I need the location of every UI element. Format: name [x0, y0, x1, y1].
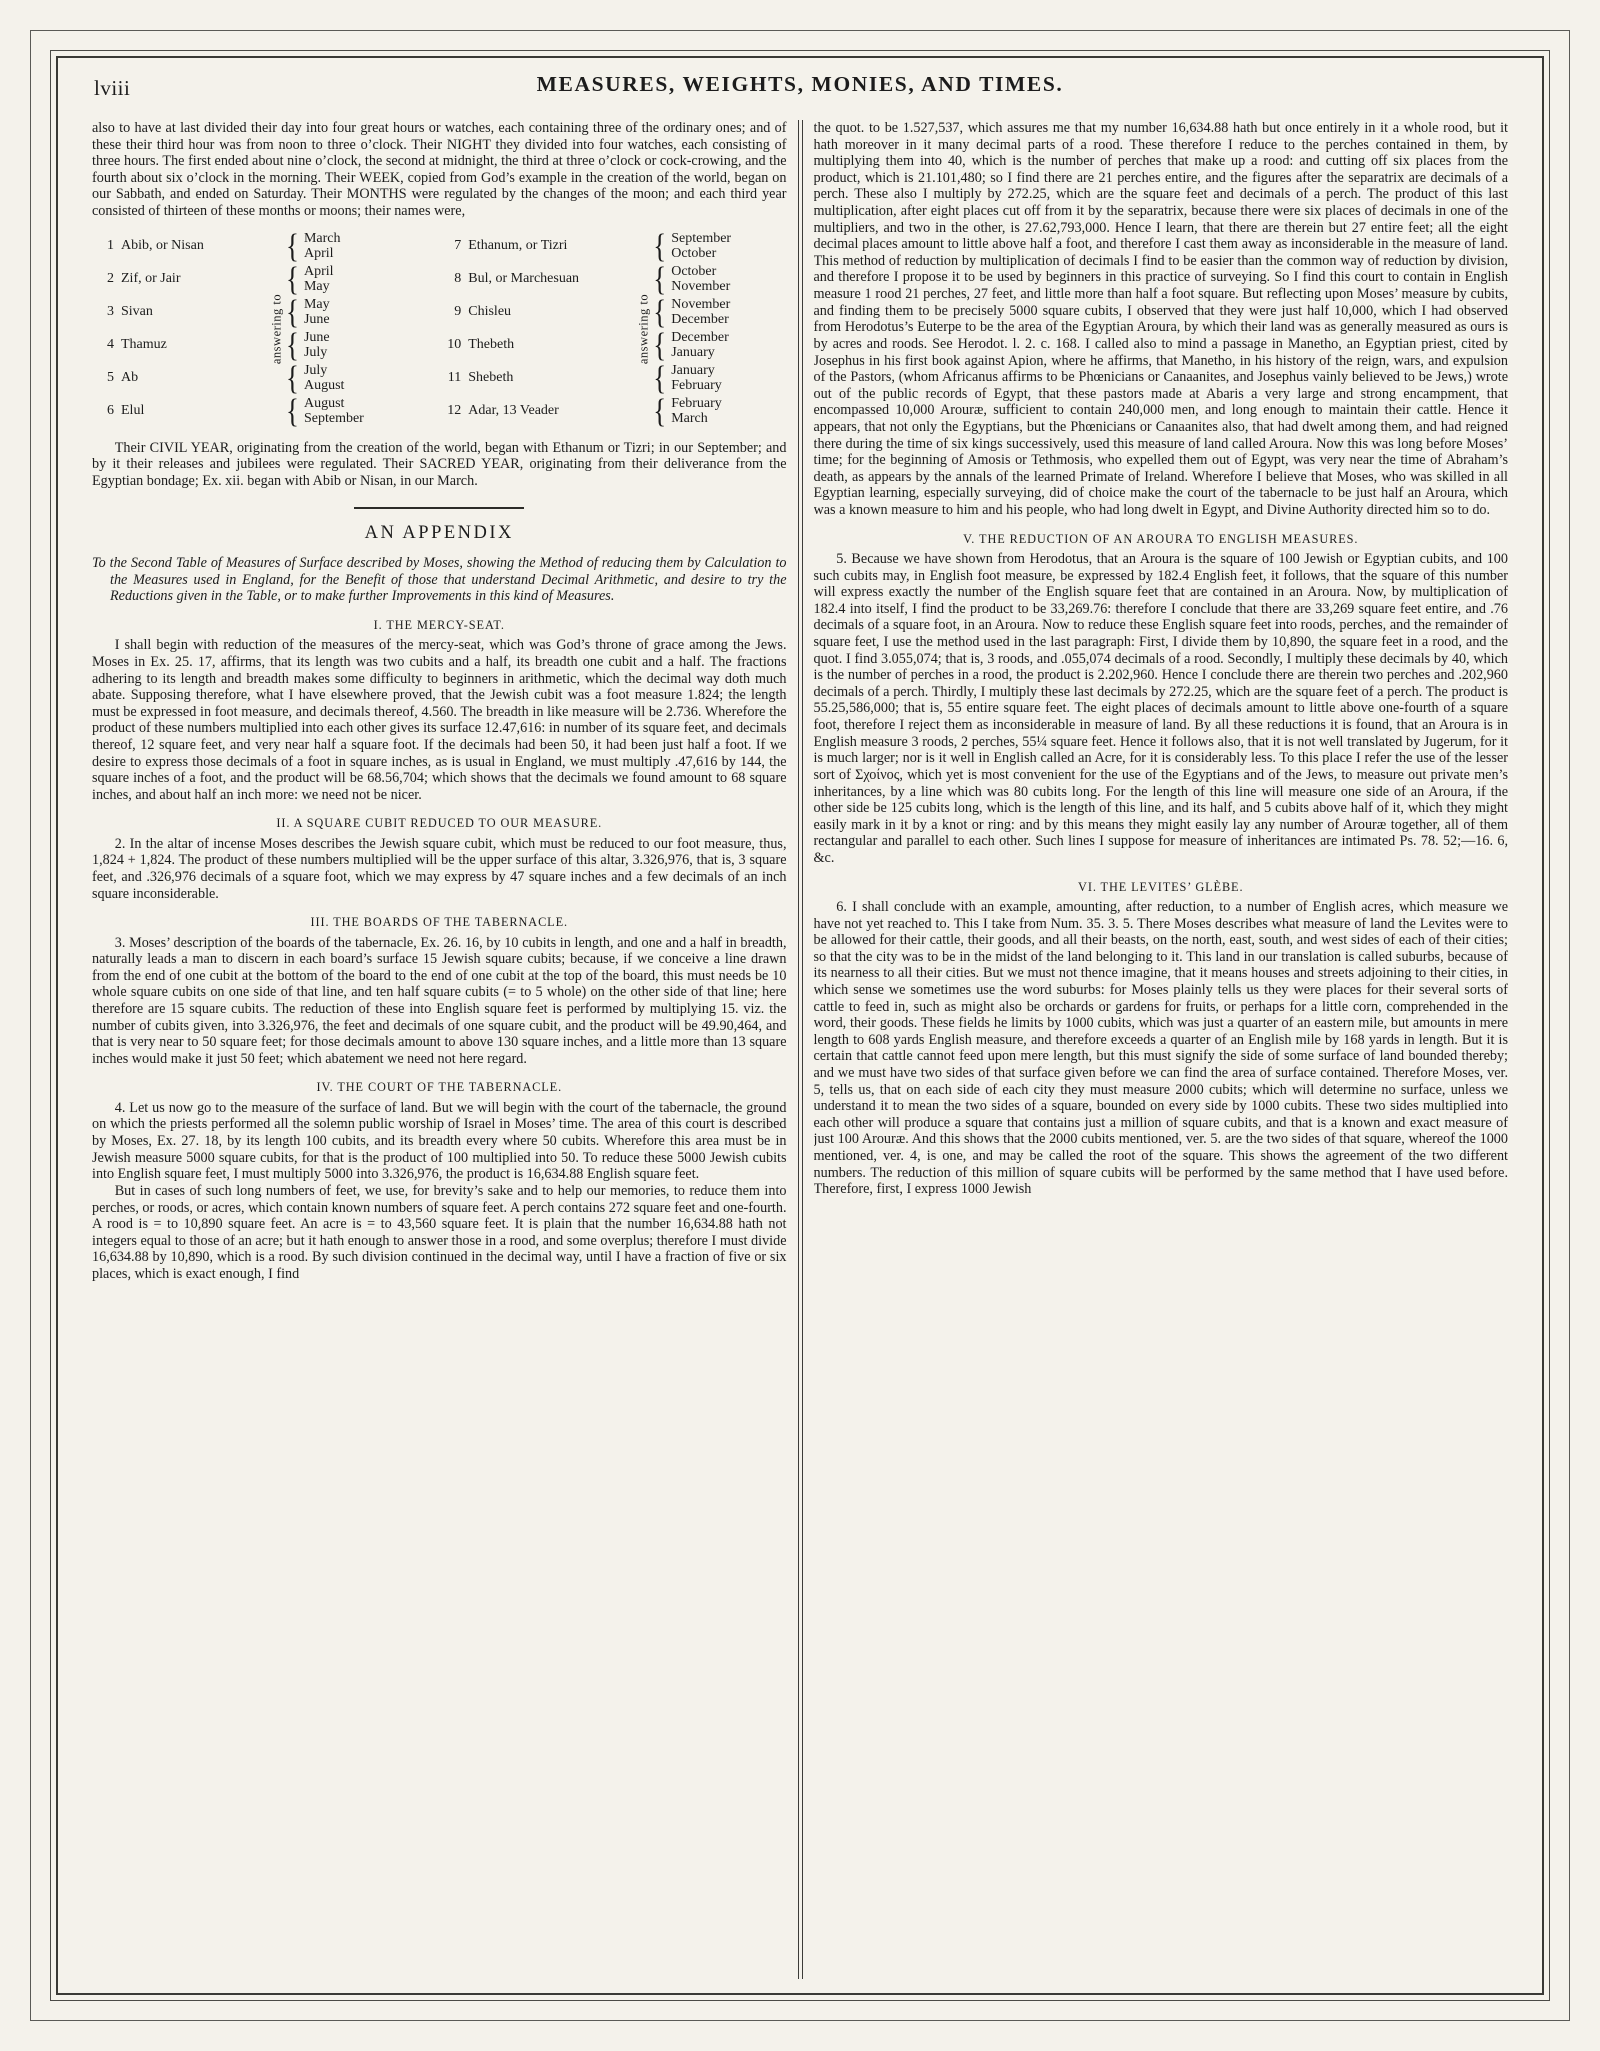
- gregorian-month: December: [671, 329, 729, 345]
- month-name: Elul: [121, 402, 145, 418]
- month-number: 11: [447, 369, 462, 385]
- answering-to-column: [268, 230, 286, 428]
- section-rule: [354, 507, 524, 509]
- gregorian-month-pair: [653, 325, 786, 364]
- month-number: 7: [454, 237, 462, 253]
- left-column: [92, 120, 787, 1979]
- page-content: [92, 72, 1508, 1979]
- section-paragraph: 5. Because we have shown from Herodotus, that an Aroura is the square of 100 Jewish or Egyptian cubits, and 100 such cubits may, in English foot measure, be expressed by 182.4 English feet, it follows, that the square of this number will express exactly the number of the English square feet that are contained in an Aroura. Now, by multiplication of 182.4 into itself, I find the product to be 33,269.76: therefore I conclude that there are 33,269 square feet entire, and .76 decimals of a square foot, in an Aroura. Now to reduce these English square feet into roods, perches, and the remainder of square feet, I use the method used in the last paragraph: First, I divide them by 10,890, the square feet in a rood, and the quot. I find 3.055,074; that is, 3 roods, and .055,074 decimals of a rood. Secondly, I multiply these decimals by 40, which is the number of perches in a rood, the product is 2.202,960. Hence I conclude there are therein two perches and .202,960 decimals of a perch. Thirdly, I multiply these last decimals by 272.25, which are the square feet of a perch. The product is 55.25,586,000; that is, 55 entire square feet. The eight places of decimals amount to little above one-fourth of a square foot, therefore I reject them as inconsiderable in measure of land. By all these reductions it is found, that an Aroura is in English measure 3 roods, 2 perches, 55¼ square feet. Hence it follows also, that it is not well translated by Jugerum, for it is much larger; nor is it well in English called an Acre, for it is considerably less. To this place I refer the use of the lesser sort of Σχοίνος, which yet is most convenient for the use of the Egyptians and of the Jews, to measure out private men’s inheritances, by a line which was 80 cubits long. For the length of this line will measure one side of an Aroura, if the other side be 125 cubits long, which is the length of this line, and its half, and 5 cubits above half of it, which they might easily mark in it by a knot or ring: and by this means they might easily lay any number of Arouræ together, all of them rectangular and parallel to each other. Such lines I suppose for measure of inheritances are intimated Ps. 78. 52;—16. 6, &c.: [813, 551, 1508, 866]
- brace-glyph: {: [286, 292, 299, 331]
- gregorian-month: October: [671, 263, 717, 279]
- section-heading-5: V. THE REDUCTION OF AN AROURA TO ENGLISH MEASURES.: [963, 531, 1359, 546]
- month-row: [439, 362, 635, 395]
- gregorian-month-pair: [286, 391, 439, 430]
- month-name: Adar, 13 Veader: [468, 402, 559, 418]
- right-column: [814, 120, 1509, 1979]
- gregorian-month-pair: [653, 391, 786, 430]
- gregorian-month: April: [303, 263, 334, 279]
- month-number: 8: [454, 270, 462, 286]
- brace-glyph: {: [653, 292, 667, 331]
- gregorian-month-pair: [286, 325, 439, 364]
- gregorian-month: May: [303, 296, 330, 312]
- section-paragraph: 6. I shall conclude with an example, amounting, after reduction, to a number of English acres, which measure we have not yet reached to. This I take from Num. 35. 3. 5. There Moses describes what measure of land the Levites were to be allowed for their cattle, their goods, and all their beasts, on the north, east, south, and west sides of each of their cities; so that the city was to be in the midst of the land belonging to it. This land in our translation is called suburbs, because of its nearness to all their cities. But we must not thence imagine, that it means houses and streets adjoining to their cities, in which sense we sometimes use the word suburbs: for Moses plainly tells us they were places for their several sorts of cattle to feed in, such as might also be orchards or gardens for fruits, or perhaps for a little corn, comprehended in the word, their goods. These fields he limits by 1000 cubits, which was just a quarter of an eastern mile, but amounts in mere length to 608 yards English measure, and therefore exceeds a quarter of an English mile by 168 yards in length. But it is certain that cattle cannot feed upon mere length, but this must signify the side of some surface of land bounded thereby; and we must have two sides of that surface given before we can find the area of surface contained. Therefore Moses, ver. 5, tells us, that on each side of each city they must measure 2000 cubits; which will determine no surface, unless we understand it to mean the two sides of a square, bounded on every side by 1000 cubits. These two sides multiplied into each other will produce a square that contains just a million of square cubits, and that is a known and exact measure of just 100 Arouræ. And this shows that the 2000 cubits mentioned, ver. 5. are the two sides of that square, whereof the 1000 mentioned, ver. 4, is one, and may be called the root of the square. This shows the agreement of the two different numbers. The reduction of this million of square cubits will be performed by the same method that I have used before. Therefore, first, I express 1000 Jewish: [813, 898, 1508, 1198]
- two-column-layout: [92, 120, 1508, 1979]
- brace-glyph: {: [286, 259, 299, 298]
- gregorian-month: July: [303, 345, 328, 361]
- month-number: 1: [107, 237, 114, 253]
- brace-glyph: {: [653, 391, 667, 430]
- month-names-column: [439, 230, 635, 428]
- gregorian-month: June: [303, 329, 330, 345]
- month-row: [92, 395, 268, 428]
- gregorian-month: January: [671, 345, 715, 361]
- month-row: [92, 296, 268, 329]
- gregorian-month-pair: [653, 292, 786, 331]
- gregorian-month: August: [303, 395, 345, 411]
- rotated-label: answering to: [636, 293, 651, 364]
- brace-glyph: {: [286, 358, 299, 397]
- page-header: [92, 72, 1508, 120]
- month-name: Ethanum, or Tizri: [468, 237, 568, 253]
- page-number: lviii: [94, 76, 131, 100]
- gregorian-month: February: [671, 378, 722, 394]
- gregorian-month: February: [671, 395, 722, 411]
- section-heading-2: II. A SQUARE CUBIT REDUCED TO OUR MEASURE.: [276, 816, 603, 831]
- section-paragraph: 4. Let us now go to the measure of the surface of land. But we will begin with the court of the tabernacle, the ground on which the priests performed all the solemn public worship of Israel in Moses’ time. The area of this court is described by Moses, Ex. 27. 18, by its length 100 cubits, and its breadth every where 50 cubits. Wherefore this area must be in Jewish measure 5000 square cubits, for that is the product of 100 multiplied into 50. To reduce these 5000 Jewish cubits into English square feet, I must multiply 5000 into 3.326,976, the product is 16,634.88 English square feet.: [92, 1099, 787, 1183]
- gregorian-months-column: [286, 226, 439, 430]
- gregorian-month-pair: [286, 292, 439, 331]
- paragraph-day-watches: also to have at last divided their day into four great hours or watches, each containing three of the ordinary ones; and of these their third hour was from noon to three o’clock. Their NIGHT they divided into four watches, each consisting of three hours. The first ended about nine o’clock, the second at midnight, the third at three o’clock or cock-crowing, and the fourth about six o’clock in the morning. Their WEEK, copied from God’s example in the creation of the world, began on our Sabbath, and ended on Saturday. Their MONTHS were regulated by the changes of the moon; and each third year consisted of thirteen of these months or moons; their names were,: [92, 120, 787, 220]
- answering-to-column: [635, 230, 653, 428]
- month-number: 10: [447, 336, 462, 352]
- gregorian-month: November: [671, 296, 731, 312]
- gregorian-month: August: [303, 378, 345, 394]
- section-paragraph: 2. In the altar of incense Moses describes the Jewish square cubit, which must be reduced to our foot measure, thus, 1,824 + 1,824. The product of these numbers multiplied will be the upper surface of this altar, 3.326,976, that is, 3 square feet, and .326,976 decimals of a square foot, which we may express by 47 square inches and a few decimals of an inch square inconsiderable.: [92, 835, 787, 902]
- month-name: Thamuz: [121, 336, 167, 352]
- month-number: 6: [107, 402, 114, 418]
- month-number: 4: [107, 336, 114, 352]
- column-divider: [798, 120, 803, 1979]
- section-heading-1: I. THE MERCY-SEAT.: [373, 617, 505, 632]
- month-number: 12: [447, 402, 462, 418]
- gregorian-month: March: [303, 230, 341, 246]
- month-row: [439, 395, 635, 428]
- gregorian-month-pair: [653, 259, 786, 298]
- month-names-column: [92, 230, 268, 428]
- month-name: Thebeth: [468, 336, 515, 352]
- gregorian-months-column: [653, 226, 786, 430]
- appendix-heading: AN APPENDIX: [364, 523, 514, 544]
- gregorian-month: December: [671, 312, 729, 328]
- month-number: 5: [107, 369, 114, 385]
- gregorian-month-pair: [653, 358, 786, 397]
- section-paragraph: But in cases of such long numbers of feet, we use, for brevity’s sake and to help our memories, to reduce them into perches, or roods, or acres, which contain known numbers of square feet. A perch contains 272 square feet and one-fourth. A rood is = to 10,890 square feet. An acre is = to 43,560 square feet. It is plain that the number 16,634.88 hath not integers equal to those of an acre; but it hath enough to answer those in a rood, and some overplus; therefore I must divide 16,634.88 by 10,890, which is a rood. By such division continued in the decimal way, until I have a fraction of five or six places, which is exact enough, I find: [92, 1182, 787, 1282]
- month-number: 2: [107, 270, 114, 286]
- section-heading-4: IV. THE COURT OF THE TABERNACLE.: [316, 1080, 563, 1095]
- brace-glyph: {: [286, 226, 299, 265]
- gregorian-month: September: [303, 411, 364, 427]
- brace-glyph: {: [653, 358, 667, 397]
- month-number: 3: [107, 303, 114, 319]
- month-row: [92, 230, 268, 263]
- gregorian-month-pair: [286, 226, 439, 265]
- gregorian-month: October: [671, 246, 717, 262]
- brace-glyph: {: [653, 259, 667, 298]
- gregorian-month: April: [303, 246, 334, 262]
- month-row: [439, 263, 635, 296]
- month-row: [92, 329, 268, 362]
- paragraph-civil-sacred-year: Their CIVIL YEAR, originating from the creation of the world, began with Ethanum or Tizri; in our September; and by it their releases and jubilees were regulated. Their SACRED YEAR, originating from their deliverance from the Egyptian bondage; Ex. xii. began with Abib or Nisan, in our March.: [92, 439, 787, 489]
- month-number: 9: [454, 303, 462, 319]
- gregorian-month-pair: [286, 259, 439, 298]
- brace-glyph: {: [653, 226, 667, 265]
- month-name: Chisleu: [468, 303, 512, 319]
- rotated-label: answering to: [269, 293, 284, 364]
- month-row: [439, 296, 635, 329]
- gregorian-month-pair: [286, 358, 439, 397]
- months-table: [92, 226, 787, 430]
- section-paragraph: 3. Moses’ description of the boards of the tabernacle, Ex. 26. 16, by 10 cubits in length, and one and a half in breadth, naturally leads a man to discern in each board’s surface 15 Jewish square cubits; because, if we conceive a line drawn from the end of one cubit at the bottom of the board to the end of one cubit at the top of the board, this must needs be 10 whole square cubits on one side of that line, and ten half square cubits (= to 5 whole) on the other side of that line; here therefore are 15 square cubits. The reduction of these into English square feet is performed by multiplying 15. viz. the number of cubits given, into 3.326,976, the feet and decimals of one square cubit, and the product will be 49.90,464, and that is very near to 50 square feet; for those decimals amount to above 130 square inches, and a little more than 13 square inches would make it just 50 feet; which abatement we need not here regard.: [92, 934, 787, 1067]
- section-heading-6: VI. THE LEVITES’ GLÈBE.: [1078, 879, 1244, 894]
- brace-glyph: {: [286, 391, 299, 430]
- section-paragraph: I shall begin with reduction of the measures of the mercy-seat, which was God’s throne of grace among the Jews. Moses in Ex. 25. 17, affirms, that its length was two cubits and a half, its breadth one cubit and a half. The fractions adhering to its length and breadth makes some difficulty to beginners in arithmetic, which the decimal way doth much abate. Supposing therefore, what I have elsewhere proved, that the Jewish cubit was a foot measure 1.824; the length must be expressed in foot measure, and decimals thereof, 4.560. The breadth in like measure will be 2.736. Wherefore the product of these numbers multiplied into each other gives its surface 12.47,616: in number of its square feet, and decimals thereof, 12 square feet, and very near half a square foot. If the decimals had been 50, it had been just half a foot. If we desire to express those decimals of a foot in square inches, as is usual in England, we must multiply .47,616 by 144, the square inches of a foot, and the product will be 68.56,704; which shows that the decimals we found amount to 68 square inches, and about half an inch more: we need not be nicer.: [92, 637, 787, 803]
- month-row: [439, 230, 635, 263]
- gregorian-month: January: [671, 362, 715, 378]
- month-row: [92, 263, 268, 296]
- month-name: Shebeth: [468, 369, 514, 385]
- gregorian-month: March: [671, 411, 708, 427]
- gregorian-month: May: [303, 279, 330, 295]
- appendix-intro: To the Second Table of Measures of Surface described by Moses, showing the Method of reducing them by Calculation to the Measures used in England, for the Benefit of those that understand Decimal Arithmetic, and desire to try the Reductions given in the Table, or to make further Improvements in this kind of Measures.: [92, 555, 787, 605]
- month-row: [92, 362, 268, 395]
- months-table-left-half: [92, 226, 439, 430]
- gregorian-month: September: [671, 230, 732, 246]
- gregorian-month: July: [303, 362, 328, 378]
- section-heading-3: III. THE BOARDS OF THE TABERNACLE.: [310, 915, 568, 930]
- brace-glyph: {: [286, 325, 299, 364]
- paragraph-continuation: the quot. to be 1.527,537, which assures me that my number 16,634.88 hath but once entirely in it a whole rood, but it hath moreover in it many decimal parts of a rood. These therefore I reduce to the perches contained in them, by multiplying them into 40, which is the number of perches that make up a rood: and cutting off six places from the product, which is 21.101,480; so I find there are 21 perches entire, and the figures after the separatrix are decimals of a perch. These also I multiply by 272.25, which are the square feet and decimals of a perch. The product of this last multiplication, after eight places cut off from it by the separatrix, because there were six places of decimals in one of the multipliers, and two in the other, is 27.62,793,000. Hence I learn, that there are therein but 27 entire feet; all the eight decimal places amount to little above half a foot, and therefore I cast them away as inconsiderable in the measure of land. This method of reduction by multiplication of decimals I find to be easier than the common way of reduction by division, and therefore I propose it to be used by beginners in this practice of surveying. So I find this court to contain in English measure 1 rood 21 perches, 27 feet, and little more than half a foot square. But reflecting upon Moses’ measure by cubits, and finding them to be precisely 5000 square cubits, I observed that they were just half 10,000, which I had observed from Herodotus’s Euterpe to be the area of the Egyptian Aroura, by which their land was as generally measured as ours is by acres and roods. See Herodot. l. 2. c. 168. I called also to mind a passage in Manetho, an Egyptian priest, cited by Josephus in his first book against Apion, where he affirms, that Manetho, in his history of the reign, wars, and expulsion of the Pastors, (whom Africanus affirms to be Phœnicians or Canaanites, and Josephus vainly believed to be Jews,) wrote out of the public records of Egypt, that these pastors made at Abaris a very large and strong encampment, that encompassed 10,000 Arouræ, sufficient to contain 240,000 men, and long enough to maintain their cattle. Hence it appears, that not only the Egyptians, but the Phœnicians or Canaanites also, that had dwelt among them, and had reigned there during the time of six kings successively, used this measure of land called Aroura. Now this was long before Moses’ time; for the beginning of Amosis or Tethmosis, who expelled them out of Egypt, was very near the time of Abraham’s death, as appears by the annals of the learned Primate of Ireland. Wherefore I believe that Moses, who was skilled in all Egyptian learning, especially surveying, did of choice make the court of the tabernacle to be just half an Aroura, which was a known measure to him and his people, who had long dwelt in Egypt, and Divine Authority directed him so to do.: [813, 120, 1508, 519]
- months-table-right-half: [439, 226, 786, 430]
- month-row: [439, 329, 635, 362]
- month-name: Ab: [121, 369, 139, 385]
- page-title: MEASURES, WEIGHTS, MONIES, AND TIMES.: [536, 72, 1064, 96]
- month-name: Sivan: [121, 303, 153, 319]
- month-name: Bul, or Marchesuan: [468, 270, 580, 286]
- gregorian-month: November: [671, 279, 731, 295]
- month-name: Zif, or Jair: [121, 270, 181, 286]
- gregorian-month: June: [303, 312, 330, 328]
- brace-glyph: {: [653, 325, 667, 364]
- gregorian-month-pair: [653, 226, 786, 265]
- month-name: Abib, or Nisan: [121, 237, 204, 253]
